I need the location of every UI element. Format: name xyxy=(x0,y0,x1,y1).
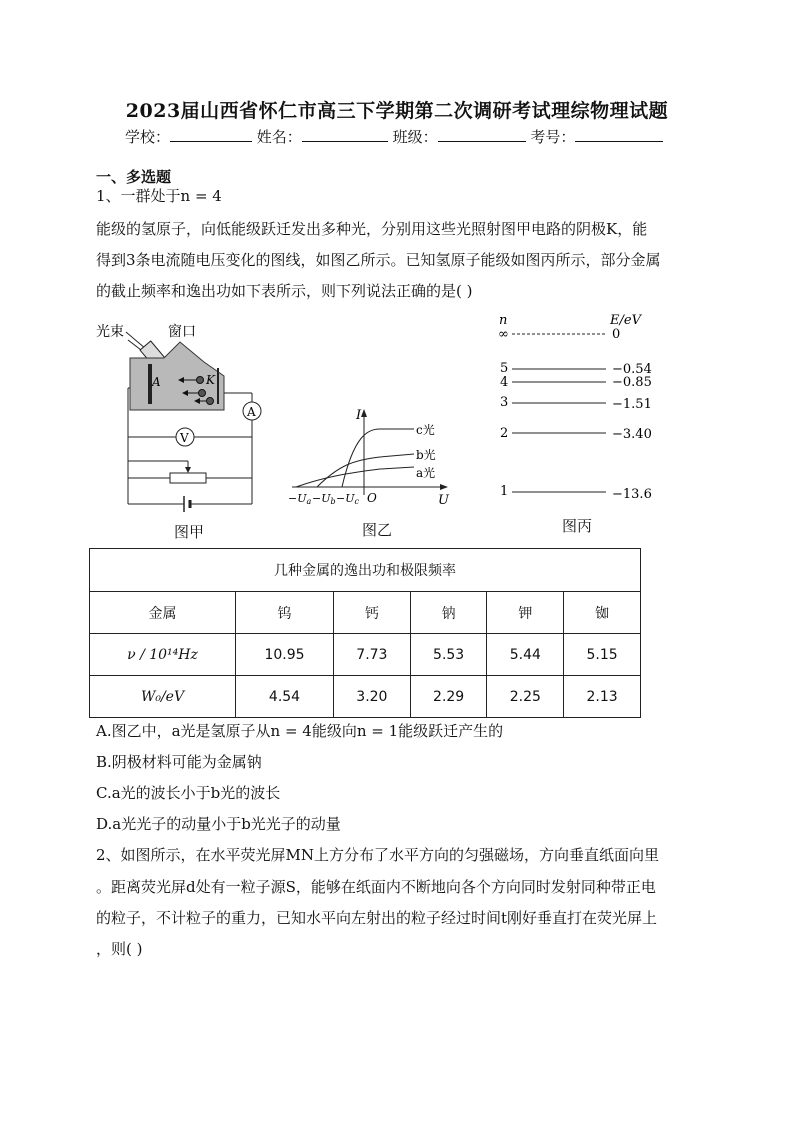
table-cell: 2.29 xyxy=(410,676,487,718)
table-cell: 3.20 xyxy=(334,676,411,718)
svg-text:−3.40: −3.40 xyxy=(612,427,652,442)
table-header-cell: 钨 xyxy=(236,592,334,634)
name-blank[interactable] xyxy=(302,127,388,142)
table-caption: 几种金属的逸出功和极限频率 xyxy=(90,549,641,592)
table-cell: 2.13 xyxy=(564,676,641,718)
q2-line2: 。距离荧光屏d处有一粒子源S，能够在纸面内不断地向各个方向同时发射同种带正电 xyxy=(96,878,656,896)
svg-text:5: 5 xyxy=(500,361,509,376)
level-1 xyxy=(500,484,652,502)
c-light-curve xyxy=(342,429,414,487)
table-header-row xyxy=(90,592,641,634)
n-axis-label: n xyxy=(499,313,508,328)
option-c[interactable]: C.a光的波长小于b光的波长 xyxy=(96,784,281,802)
figure-bing-levels xyxy=(492,308,662,508)
table-cell: 5.44 xyxy=(487,634,564,676)
q1-line3: 得到3条电流随电压变化的图线，如图乙所示。已知氢原子能级如图丙所示，部分金属 xyxy=(96,251,661,269)
c-light-label: c光 xyxy=(416,423,435,437)
svg-text:−13.6: −13.6 xyxy=(612,487,652,502)
number-label: 考号： xyxy=(530,128,576,146)
table-header-cell: 钙 xyxy=(334,592,411,634)
q2-line4: ，则( ) xyxy=(96,940,143,958)
table-header-cell: 铷 xyxy=(564,592,641,634)
q1-line2: 能级的氢原子，向低能级跃迁发出多种光，分别用这些光照射图甲电路的阴极K，能 xyxy=(96,220,648,238)
neg-Ua-label: −Ua xyxy=(288,492,312,506)
table-cell: 7.73 xyxy=(334,634,411,676)
U-axis-label: U xyxy=(438,493,449,508)
class-label: 班级： xyxy=(392,128,438,146)
figure-jia-caption: 图甲 xyxy=(174,523,205,541)
page-title: 2023届山西省怀仁市高三下学期第二次调研考试理综物理试题 xyxy=(125,100,669,122)
level-3 xyxy=(500,395,652,412)
svg-text:2: 2 xyxy=(500,426,509,441)
level-inf xyxy=(498,327,620,342)
student-info-line xyxy=(125,126,663,147)
name-label: 姓名： xyxy=(256,128,302,146)
svg-text:−0.54: −0.54 xyxy=(612,362,652,377)
figure-yi-graph xyxy=(284,405,459,510)
table-cell: 2.25 xyxy=(487,676,564,718)
svg-text:3: 3 xyxy=(500,395,509,410)
origin-label: O xyxy=(367,491,377,505)
section-heading: 一、多选题 xyxy=(96,168,172,186)
table-row-label: W₀/eV xyxy=(90,676,236,718)
metal-table xyxy=(89,548,641,718)
table-row xyxy=(90,634,641,676)
b-light-label: b光 xyxy=(416,448,436,462)
option-b[interactable]: B.阴极材料可能为金属钠 xyxy=(96,753,262,771)
option-d[interactable]: D.a光光子的动量小于b光光子的动量 xyxy=(96,815,341,833)
figure-yi-caption: 图乙 xyxy=(362,521,393,539)
table-header-cell: 钾 xyxy=(487,592,564,634)
a-light-label: a光 xyxy=(416,466,436,480)
table-row-label: ν / 10¹⁴Hz xyxy=(90,634,236,676)
table-cell: 4.54 xyxy=(236,676,334,718)
q2-line3: 的粒子，不计粒子的重力，已知水平向左射出的粒子经过时间t刚好垂直打在荧光屏上 xyxy=(96,909,658,927)
svg-text:0: 0 xyxy=(612,327,621,342)
school-blank[interactable] xyxy=(170,127,252,142)
ammeter-label: A xyxy=(247,405,256,419)
anode-label: A xyxy=(152,375,161,389)
q1-line1: 1、一群处于n = 4 xyxy=(96,187,222,205)
svg-text:4: 4 xyxy=(500,375,509,390)
figure-jia-circuit xyxy=(92,318,267,518)
a-light-curve xyxy=(296,467,414,487)
table-header-cell: 钠 xyxy=(410,592,487,634)
q1-line4: 的截止频率和逸出功如下表所示，则下列说法正确的是( ) xyxy=(96,282,473,300)
neg-Ub-label: −Ub xyxy=(312,492,336,506)
svg-text:−0.85: −0.85 xyxy=(612,375,652,390)
table-row xyxy=(90,676,641,718)
window-label: 窗口 xyxy=(168,324,196,340)
svg-text:1: 1 xyxy=(500,484,509,499)
svg-text:∞: ∞ xyxy=(498,327,509,342)
class-blank[interactable] xyxy=(438,127,526,142)
table-header-cell: 金属 xyxy=(90,592,236,634)
I-axis-label: I xyxy=(356,408,362,423)
option-a[interactable]: A.图乙中，a光是氢原子从n = 4能级向n = 1能级跃迁产生的 xyxy=(96,722,504,740)
voltmeter-label: V xyxy=(180,431,189,445)
number-blank[interactable] xyxy=(575,127,663,142)
table-cell: 5.15 xyxy=(564,634,641,676)
level-4 xyxy=(500,375,652,390)
neg-Uc-label: −Uc xyxy=(336,492,359,506)
table-cell: 5.53 xyxy=(410,634,487,676)
rheostat xyxy=(170,473,206,483)
svg-text:−1.51: −1.51 xyxy=(612,397,652,412)
school-label: 学校： xyxy=(125,128,171,146)
figure-bing-caption: 图丙 xyxy=(562,517,593,535)
table-cell: 10.95 xyxy=(236,634,334,676)
beam-label: 光束 xyxy=(96,324,124,340)
q2-line1: 2、如图所示，在水平荧光屏MN上方分布了水平方向的匀强磁场，方向垂直纸面向里 xyxy=(96,846,660,864)
level-2 xyxy=(500,426,652,442)
cathode-label: K xyxy=(206,373,215,387)
E-axis-label: E/eV xyxy=(610,313,641,328)
